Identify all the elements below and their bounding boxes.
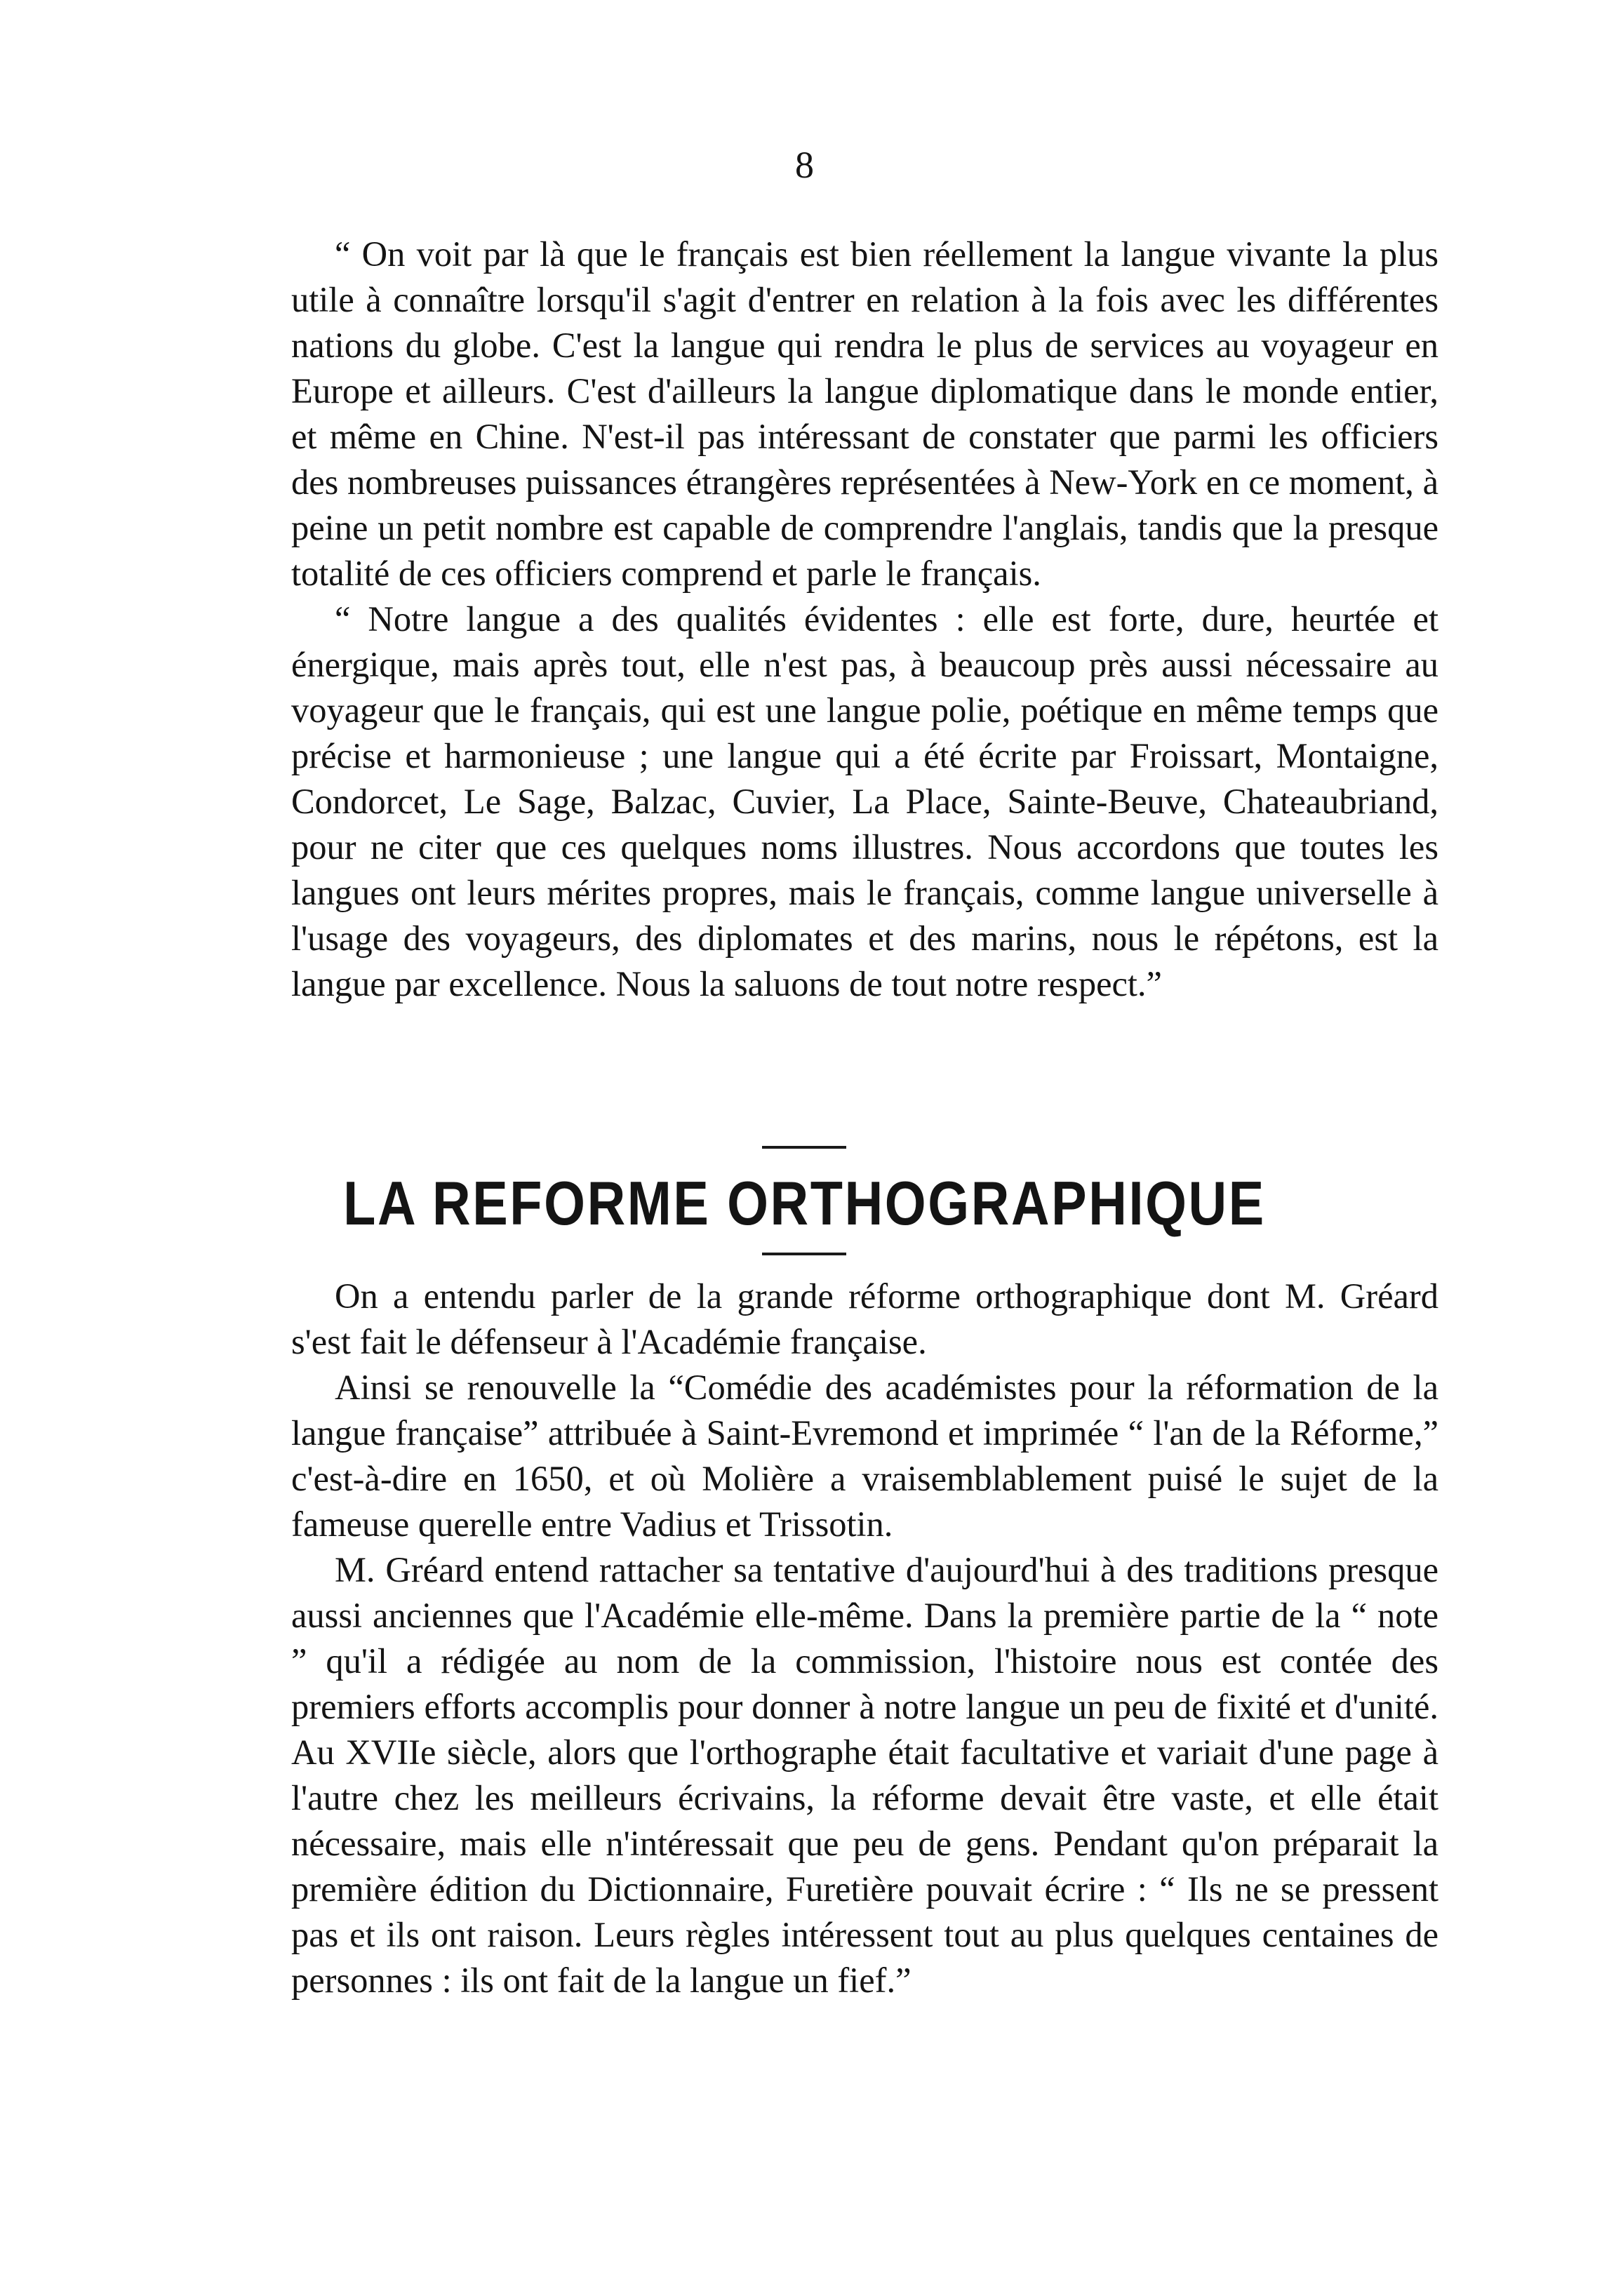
quote-paragraph-2: “ Notre langue a des qualités évidentes : elle est forte, dure, heurtée et énergique, mais après tout, elle n'est pas, à beaucoup près aussi nécessaire au voyageur que le français, qui est une langue polie, poétique en même temps que précise et harmonieuse ; une langue qui a été écrite par Froissart, Montaigne, Condorcet, Le Sage, Balzac, Cuvier, La Place, Sainte-Beuve, Chateaubriand, pour ne citer que ces quelques noms illustres. Nous accordons que toutes les langues ont leurs mérites propres, mais le français, comme langue universelle à l'usage des voyageurs, des diplomates et des marins, nous le répétons, est la langue par excellence. Nous la saluons de tout notre respect.” (291, 599, 1438, 1003)
reform-article (291, 1274, 1438, 2003)
article-paragraph-3: M. Gréard entend rattacher sa tentative d'aujourd'hui à des traditions presque aussi anciennes que l'Académie elle-même. Dans la première partie de la “ note ” qu'il a rédigée au nom de la commission, l'histoire nous est contée des premiers efforts accomplis pour donner à notre langue un peu de fixité et d'unité. Au XVIIe siècle, alors que l'orthographe était facultative et variait d'une page à l'autre chez les meilleurs écrivains, la réforme devait être vaste, et elle était nécessaire, mais elle n'intéressait que peu de gens. Pendant qu'on préparait la première édition du Dictionnaire, Furetière pouvait écrire : “ Ils ne se pressent pas et ils ont raison. Leurs règles intéressent tout au plus quelques centaines de personnes : ils ont fait de la langue un fief.” (291, 1550, 1438, 2000)
section-title: LA REFORME ORTHOGRAPHIQUE (343, 1168, 1266, 1238)
article-paragraph-2: Ainsi se renouvelle la “Comédie des académistes pour la réformation de la langue française” attribuée à Saint-Evremond et imprimée “ l'an de la Réforme,” c'est-à-dire en 1650, et où Molière a vraisemblablement puisé le sujet de la fameuse querelle entre Vadius et Trissotin. (291, 1368, 1438, 1544)
page-number: 8 (795, 144, 814, 186)
article-paragraph-1: On a entendu parler de la grande réforme orthographique dont M. Gréard s'est fait le défenseur à l'Académie française. (291, 1276, 1438, 1361)
quote-paragraph-1: “ On voit par là que le français est bien réellement la langue vivante la plus utile à connaître lorsqu'il s'agit d'entrer en relation à la fois avec les différentes nations du globe. C'est la langue qui rendra le plus de services au voyageur en Europe et ailleurs. C'est d'ailleurs la langue diplomatique dans le monde entier, et même en Chine. N'est-il pas intéressant de constater que parmi les officiers des nombreuses puissances étrangères représentées à New-York en ce moment, à peine un petit nombre est capable de comprendre l'anglais, tandis que la presque totalité de ces officiers comprend et parle le français. (291, 234, 1438, 593)
section-divider-top (762, 1146, 846, 1149)
section-divider-bottom (762, 1253, 846, 1255)
quotation-block (291, 232, 1438, 1007)
